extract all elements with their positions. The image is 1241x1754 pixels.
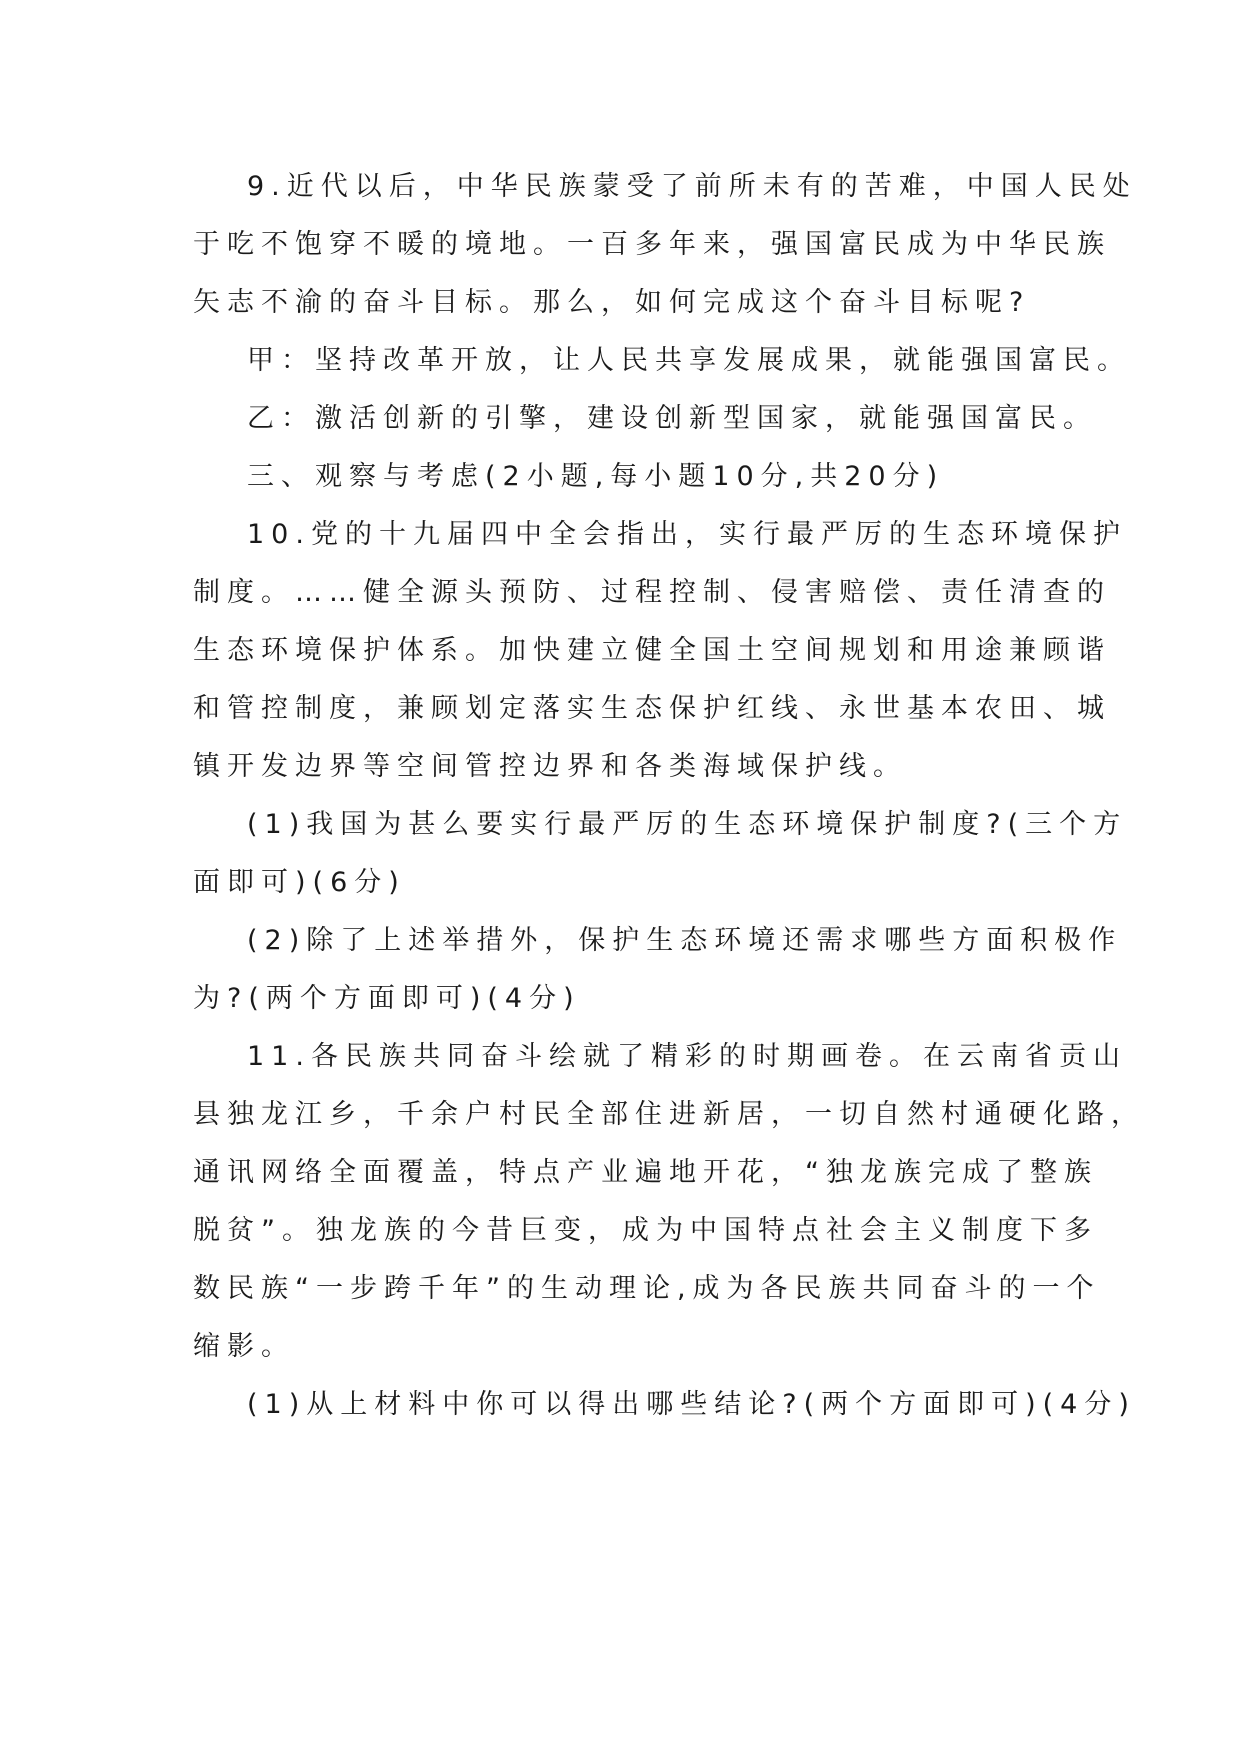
q10-line-5: 镇开发边界等空间管控边界和各类海域保护线。 — [193, 751, 907, 782]
q11-sub1: (1)从上材料中你可以得出哪些结论?(两个方面即可)(4分) — [247, 1389, 1136, 1420]
q11-line-1: 11.各民族共同奋斗绘就了精彩的时期画卷。在云南省贡山 — [247, 1041, 1127, 1072]
q11-line-3: 通讯网络全面覆盖，特点产业遍地开花，“独龙族完成了整族 — [193, 1157, 1098, 1188]
document-content — [193, 158, 1145, 1434]
section-3-heading: 三、观察与考虑(2小题,每小题10分,共20分) — [247, 461, 945, 492]
q10-sub2-line-1: (2)除了上述举措外，保护生态环境还需求哪些方面积极作 — [247, 925, 1123, 956]
q10-line-3: 生态环境保护体系。加快建立健全国土空间规划和用途兼顾谐 — [193, 635, 1111, 666]
q9-line-1: 9.近代以后，中华民族蒙受了前所未有的苦难，中国人民处 — [247, 171, 1137, 202]
q10-line-4: 和管控制度，兼顾划定落实生态保护红线、永世基本农田、城 — [193, 693, 1111, 724]
q10-sub2-line-2: 为?(两个方面即可)(4分) — [193, 983, 581, 1014]
q9-line-3: 矢志不渝的奋斗目标。那么，如何完成这个奋斗目标呢? — [193, 287, 1031, 318]
q10-sub1-line-1: (1)我国为甚么要实行最严厉的生态环境保护制度?(三个方 — [247, 809, 1128, 840]
q9-option-yi: 乙：激活创新的引擎，建设创新型国家，就能强国富民。 — [247, 403, 1097, 434]
q11-line-4: 脱贫”。独龙族的今昔巨变，成为中国特点社会主义制度下多 — [193, 1215, 1098, 1246]
q10-line-2: 制度。……健全源头预防、过程控制、侵害赔偿、责任清查的 — [193, 577, 1111, 608]
q9-line-2: 于吃不饱穿不暖的境地。一百多年来，强国富民成为中华民族 — [193, 229, 1111, 260]
q10-sub1-line-2: 面即可)(6分) — [193, 867, 406, 898]
q11-line-6: 缩影。 — [193, 1331, 295, 1362]
q10-line-1: 10.党的十九届四中全会指出，实行最严厉的生态环境保护 — [247, 519, 1127, 550]
q9-option-jia: 甲：坚持改革开放，让人民共享发展成果，就能强国富民。 — [247, 345, 1131, 376]
q11-line-5: 数民族“一步跨千年”的生动理论,成为各民族共同奋斗的一个 — [193, 1273, 1101, 1304]
q11-line-2: 县独龙江乡，千余户村民全部住进新居，一切自然村通硬化路， — [193, 1099, 1145, 1130]
